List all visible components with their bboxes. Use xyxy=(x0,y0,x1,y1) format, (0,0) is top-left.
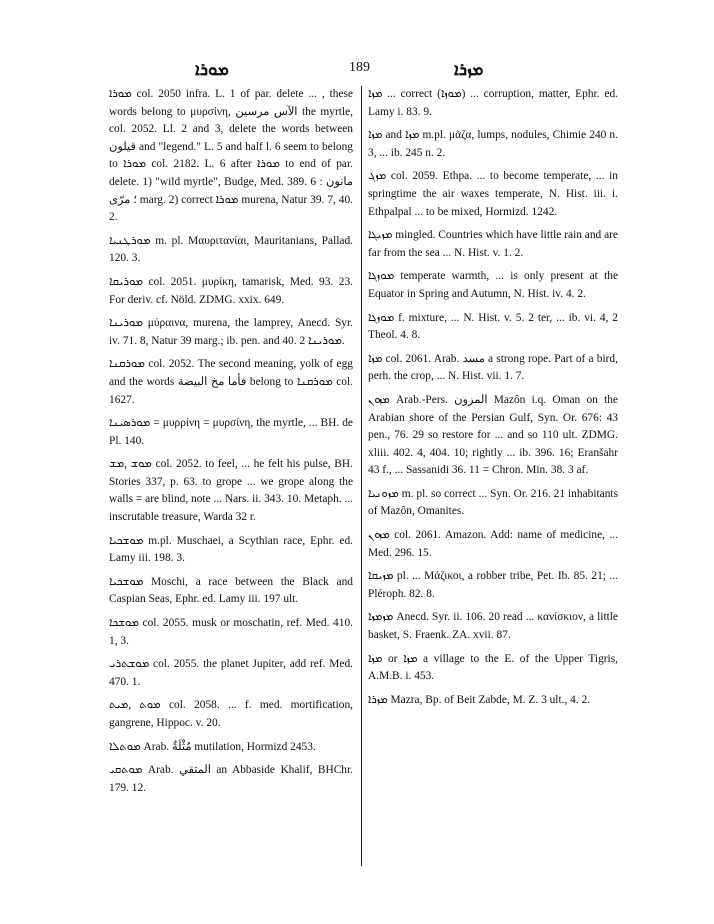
entry-text: ܡܘܬ ,ܡܝܬ col. 2058. ... f. med. mortification, gangrene, Hippoc. v. 20. xyxy=(109,699,354,729)
entry-text: ܡܙܐ ... correct (ܡܘܙܐ) ... corruption, matter, Ephr. ed. Lamy i. 83. 9. xyxy=(368,88,618,118)
dictionary-entry xyxy=(368,568,618,603)
entry-text: ܡܙܘܢ Arab.-Pers. المزون Mazôn i.q. Oman on the Arabian shore of the Persian Gulf, Syn. Or. 676: 43 pen., 76. 29 so restore for ... and so 110 ult. ZDMG. xliii. 402. 4, 404. 10; rightly ... ib. 396. 16; Eranšahr 43 f., ... Sassanidi 36. 11 = Chron. Min. 38. 3 af. xyxy=(368,393,618,477)
running-head-right: ܡܙܪܐ xyxy=(454,60,484,79)
dictionary-entry xyxy=(368,227,618,262)
entry-text: ܡܙܝܩܐ pl. ... Μάζικοι, a robber tribe, Pet. Ib. 85. 21; ... Pléroph. 82. 8. xyxy=(368,570,618,600)
dictionary-entry xyxy=(109,456,353,526)
entry-text: ܡܘܫܟܝܐ m.pl. Muschaei, a Scythian race, Ephr. ed. Lamy iii. 198. 3. xyxy=(109,534,353,565)
dictionary-entry xyxy=(368,527,618,562)
dictionary-entry xyxy=(368,86,618,121)
dictionary-entry xyxy=(109,697,353,732)
entry-text: ܡܙܪܐ Mazra, Bp. of Beit Zabde, M. Z. 3 ult., 4. 2. xyxy=(368,693,591,706)
entry-text: ܡܘܪܝܢܐ μύραινα, murena, the lamprey, Anecd. Syr. iv. 71. 8, Natur 39 marg.; ib. pen. and 40. 2 ܡܘܪܝܢܐ. xyxy=(109,317,353,347)
right-column xyxy=(368,86,618,715)
entry-text: ܡܘܪܩܢܐ col. 2052. The second meaning, yolk of egg and the words فأما مخ البيضة belong to ܡܘܪܩܢܐ col. 1627. xyxy=(109,358,353,406)
dictionary-entry xyxy=(368,168,618,221)
dictionary-entry xyxy=(368,609,618,644)
dictionary-entry xyxy=(109,233,353,268)
column-divider xyxy=(361,86,362,866)
dictionary-entry xyxy=(109,739,353,757)
dictionary-entry xyxy=(368,268,618,303)
entry-text: ܡܘܪܐ col. 2050 infra. L. 1 of par. delete ... , these words belong to μυρσίνη, الآس مرسين the myrtle, col. 2052. Ll. 2 and 3, delete the words between قيلون and "legend." L. 5 and half l. 6 seem to belong to ܡܘܪܐ col. 2182. L. 6 after ܡܘܪܐ to end of par. delete. 1) "wild myrtle", Budge, Med. 389. 6 مانون : ؛ مرّى marg. 2) correct ܡܘܪܐ murena, Natur 39. 7, 40. 2. xyxy=(109,88,354,224)
entry-text: ܡܘܙܓܐ temperate warmth, ... is only present at the Equator in Spring and Autumn, N. Hist. iv. 4. 2. xyxy=(368,270,618,300)
running-head-left: ܡܘܪܐ xyxy=(195,60,229,79)
dictionary-entry xyxy=(109,356,353,409)
entry-text: ܡܘܬܩܝ Arab. المتقي an Abbaside Khalif, BHChr. 179. 12. xyxy=(109,764,353,794)
dictionary-entry xyxy=(109,574,353,609)
entry-text: ܡܘܪܛܢܝܐ m. pl. Μαυριτανίαι, Mauritanians, Pallad. 120. 3. xyxy=(109,234,353,265)
entry-text: ܡܘܫܟܐ col. 2055. musk or moschatin, ref. Med. 410. 1, 3. xyxy=(109,617,353,647)
dictionary-entry xyxy=(368,351,618,386)
entry-text: ܡܙܓ col. 2059. Ethpa. ... to become temperate, ... in springtime the air waxes temperate, N. Hist. iii. i. Ethpalpal ... to be mixed, Hormizd. 1242. xyxy=(368,170,618,218)
dictionary-entry xyxy=(109,615,353,650)
page-number: 189 xyxy=(349,60,370,75)
entry-text: ܡܘܫܬܪܝ col. 2055. the planet Jupiter, add ref. Med. 470. 1. xyxy=(109,658,353,688)
dictionary-entry xyxy=(368,127,618,162)
dictionary-entry xyxy=(368,486,618,521)
dictionary-entry xyxy=(109,762,353,797)
entry-text: ܡܙܘܢ col. 2061. Amazon. Add: name of medicine, ... Med. 296. 15. xyxy=(368,529,618,559)
entry-text: ܡܘܪܣܝܢܐ = μυρρίνη = μυρσίνη, the myrtle, ... BH. de Pl. 140. xyxy=(109,417,353,447)
entry-text: ܡܙܐ or ܡܙܐ a village to the E. of the Upper Tigris, A.M.B. i. 453. xyxy=(368,652,618,683)
dictionary-entry xyxy=(368,692,618,710)
entry-text: ܡܘܙܓܐ f. mixture, ... N. Hist. v. 5. 2 ter, ... ib. vi. 4, 2 Theol. 4. 8. xyxy=(368,311,618,342)
entry-text: ܡܘܫ ,ܡܫ col. 2052. to feel, ... he felt his pulse, BH. Stories 337, p. 63. to grope ... we grope along the walls = are blind, note ... Nars. ii. 343. 10. Metaph. ... inscrutable treasure, Warda 32 r. xyxy=(109,458,354,524)
dictionary-entry xyxy=(368,651,618,686)
dictionary-entry xyxy=(109,274,353,309)
entry-text: ܡܙܘܢܝܐ m. pl. so correct ... Syn. Or. 216. 21 inhabitants of Mazôn, Omanites. xyxy=(368,487,618,518)
entry-text: ܡܘܪܝܩܐ col. 2051. μυρίκη, tamarisk, Med. 93. 23. For deriv. cf. Nöld. ZDMG. xxix. 649. xyxy=(109,275,353,306)
dictionary-entry xyxy=(109,656,353,691)
entry-text: ܡܘܫܟܝܐ Moschi, a race between the Black and Caspian Seas, Ephr. ed. Lamy iii. 197 ult. xyxy=(109,575,353,606)
entry-text: ܡܙܐ col. 2061. Arab. مسد a strong rope. Part of a bird, perh. the crop, ... N. Hist. vii. 1. 7. xyxy=(368,352,618,383)
entry-text: ܡܙܐ and ܡܙܐ m.pl. μᾶζα, lumps, nodules, Chimie 240 n. 3, ... ib. 245 n. 2. xyxy=(368,129,618,159)
dictionary-entry xyxy=(109,315,353,350)
dictionary-entry xyxy=(109,533,353,568)
entry-text: ܡܘܬܠܐ Arab. مُثْلَةٌ mutilation, Hormizd 2453. xyxy=(109,740,316,753)
left-column xyxy=(109,86,353,803)
entry-text: ܡܙܡܙܐ Anecd. Syr. ii. 106. 20 read ... κανίσκιον, a little basket, S. Fraenk. ZA. xvii. 87. xyxy=(368,611,618,642)
dictionary-entry xyxy=(109,415,353,450)
dictionary-entry xyxy=(368,310,618,345)
dictionary-entry xyxy=(109,86,353,227)
dictionary-entry xyxy=(368,392,618,480)
entry-text: ܡܙܝܓܐ mingled. Countries which have little rain and are far from the sea ... N. Hist. v. 1. 2. xyxy=(368,229,618,259)
